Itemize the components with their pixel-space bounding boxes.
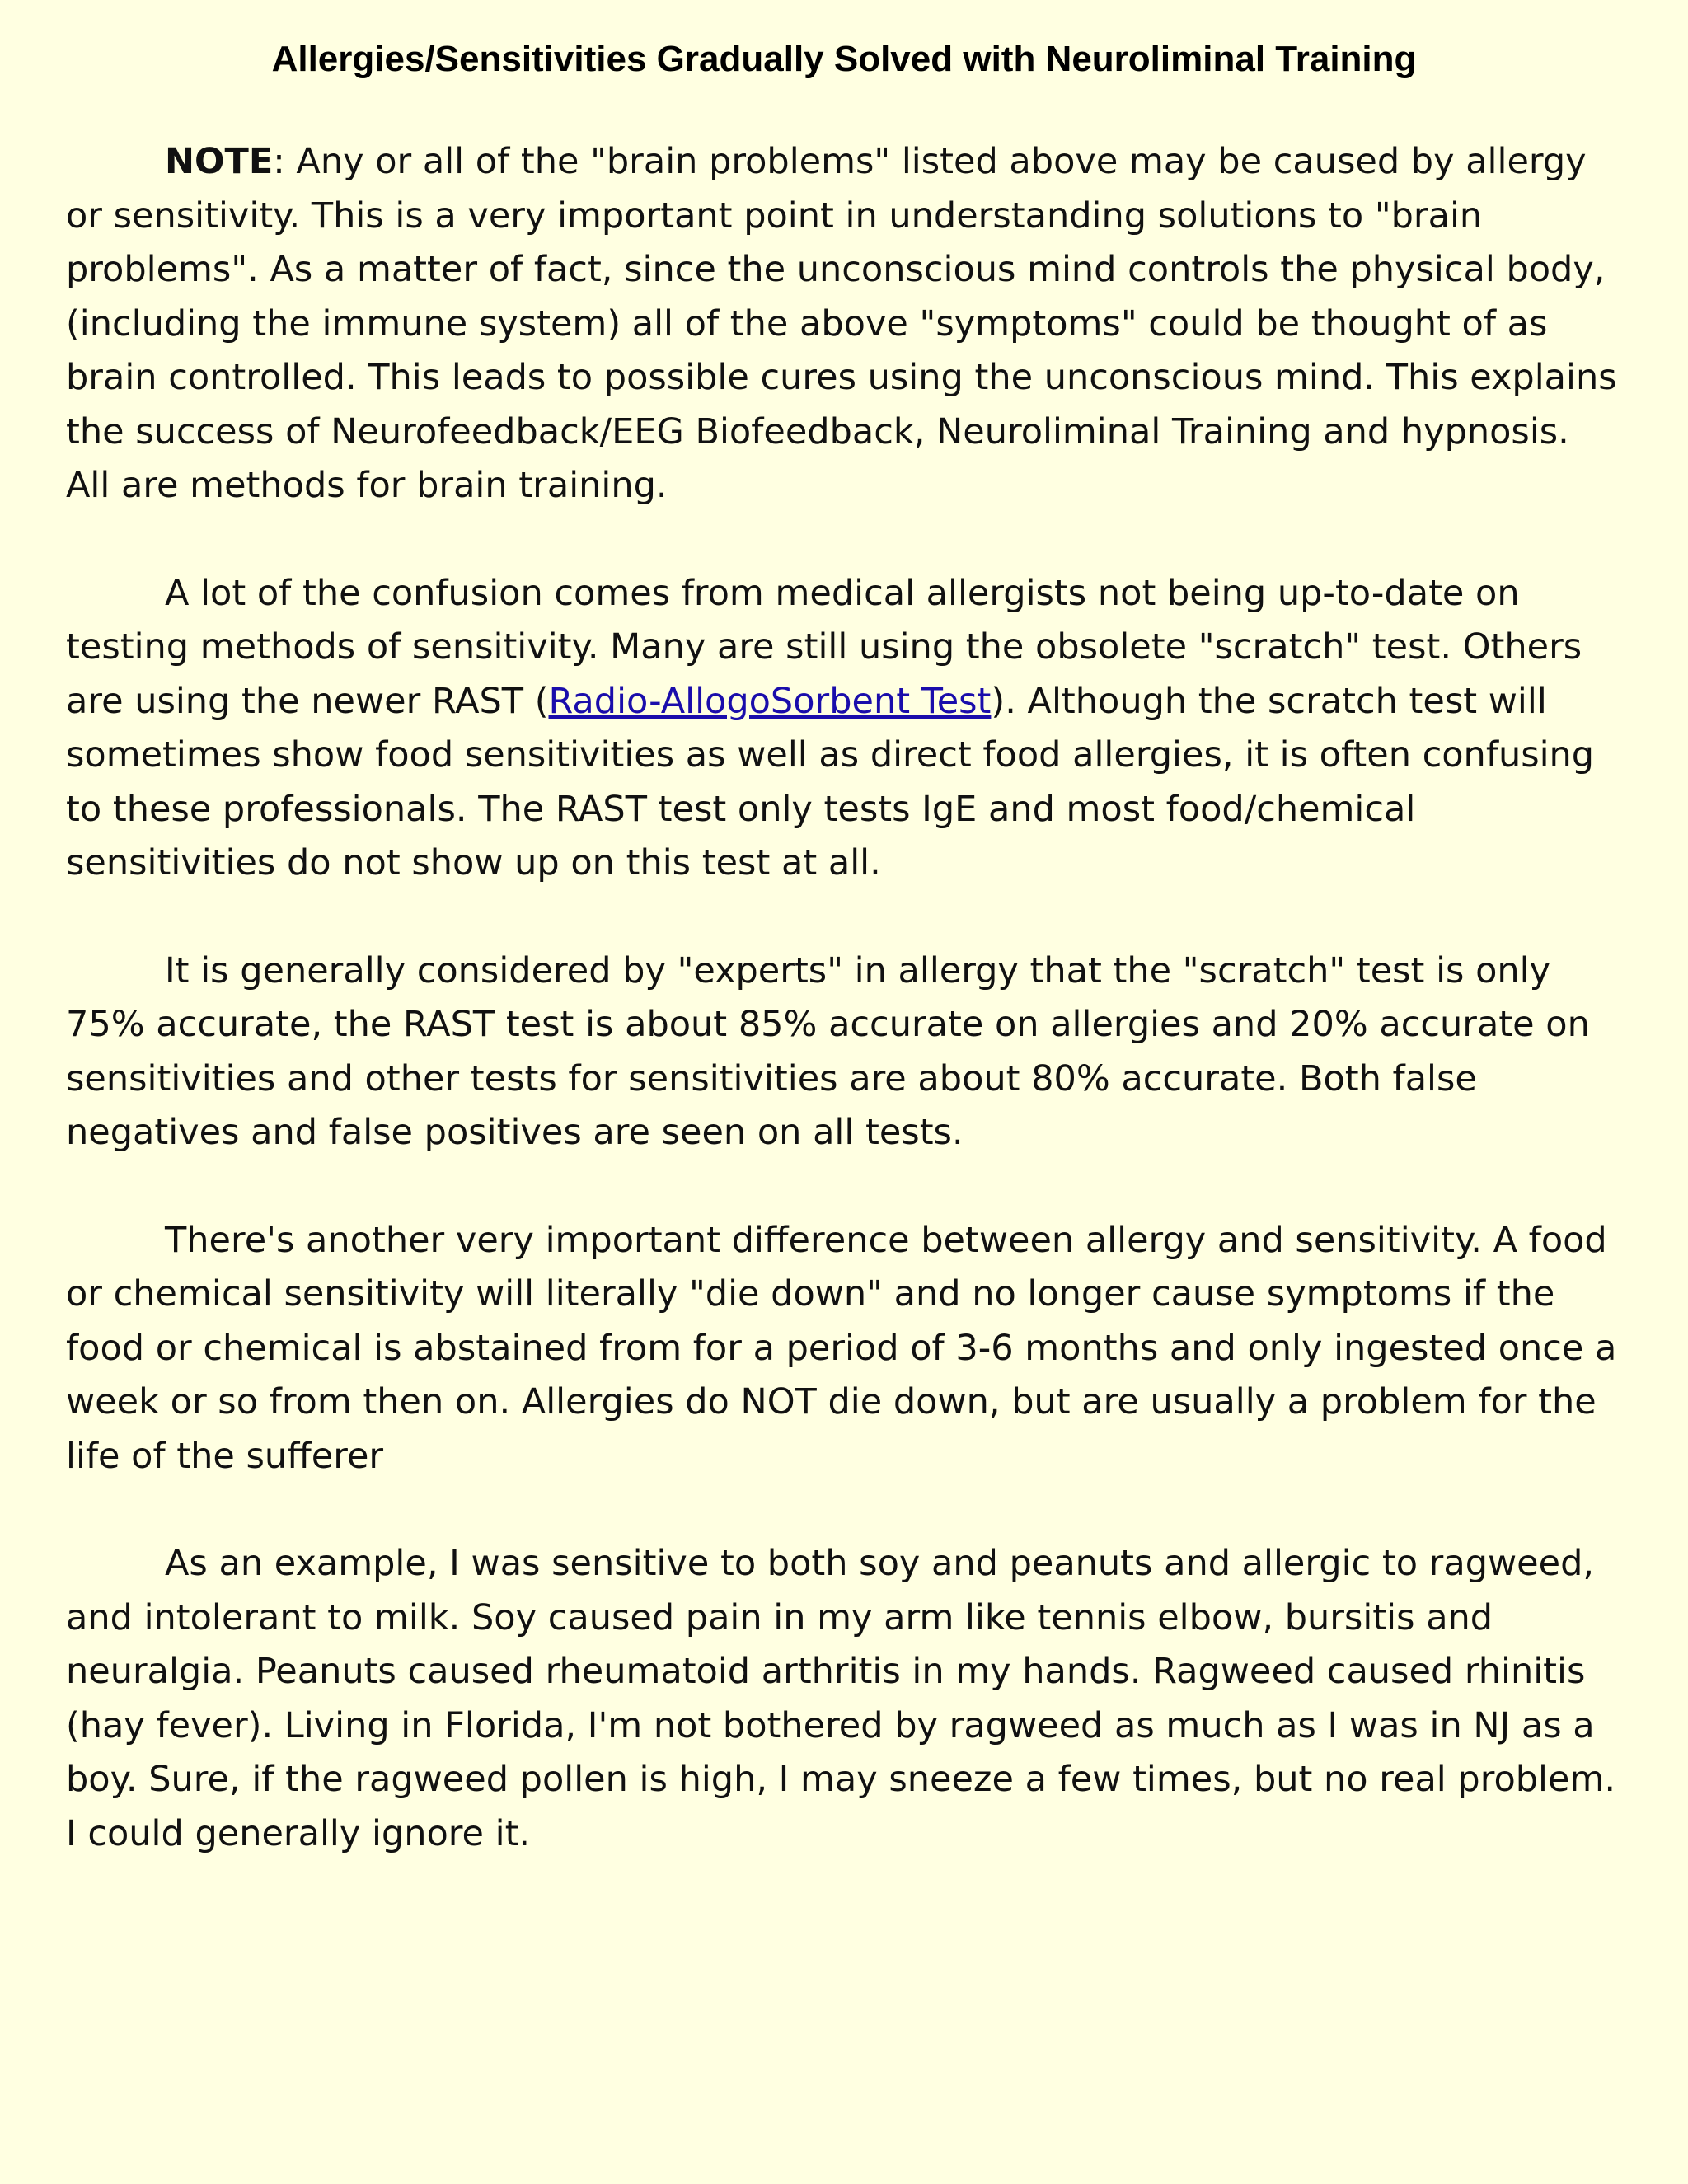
rast-link[interactable]: Radio-AllogoSorbent Test	[548, 680, 992, 722]
paragraph-test-accuracy: It is generally considered by "experts" in allergy that the "scratch" test is only 75% accurate, the RAST test is about 85% accurate on allergies and 20% accurate on sensitivities and other tests for sensitivities are about 80% accurate. Both false negatives and false positives are seen on all tests.	[66, 949, 1590, 1153]
note-label: NOTE	[165, 141, 274, 182]
paragraph-note	[66, 135, 1622, 513]
paragraph-text-before-link: A lot of the confusion comes from medical allergists not being up-to-date on testing methods of sensitivity. Many are still using the obsolete "scratch" test. Others are using the newer RAST (	[66, 572, 1582, 722]
paragraph-personal-example: As an example, I was sensitive to both soy and peanuts and allergic to ragweed, and intolerant to milk. Soy caused pain in my arm like tennis elbow, bursitis and neuralgia. Peanuts caused rheumatoid arthritis in my hands. Ragweed caused rhinitis (hay fever). Living in Florida, I'm not bothered by ragweed as much as I was in NJ as a boy. Sure, if the ragweed pollen is high, I may sneeze a few times, but no real problem. I could generally ignore it.	[66, 1543, 1616, 1854]
paragraph-text-after-link: ). Although the scratch test will sometimes show food sensitivities as well as direct food allergies, it is often confusing to these professionals. The RAST test only tests IgE and most food/chemical sensitivities do not show up on this test at all.	[66, 680, 1595, 883]
article-body	[66, 135, 1622, 1861]
paragraph-testing-confusion	[66, 567, 1622, 891]
paragraph-allergy-vs-sensitivity: There's another very important difference between allergy and sensitivity. A food or chemical sensitivity will literally "die down" and no longer cause symptoms if the food or chemical is abstained from for a period of 3-6 months and only ingested once a week or so from then on. Allergies do NOT die down, but are usually a problem for the life of the sufferer	[66, 1219, 1617, 1477]
page-title: Allergies/Sensitivities Gradually Solved with Neuroliminal Training	[271, 39, 1417, 79]
note-text: : Any or all of the "brain problems" listed above may be caused by allergy or sensitivity. This is a very important point in understanding solutions to "brain problems". As a matter of fact, since the unconscious mind controls the physical body, (including the immune system) all of the above "symptoms" could be thought of as brain controlled. This leads to possible cures using the unconscious mind. This explains the success of Neurofeedback/EEG Biofeedback, Neuroliminal Training and hypnosis. All are methods for brain training.	[66, 141, 1617, 506]
